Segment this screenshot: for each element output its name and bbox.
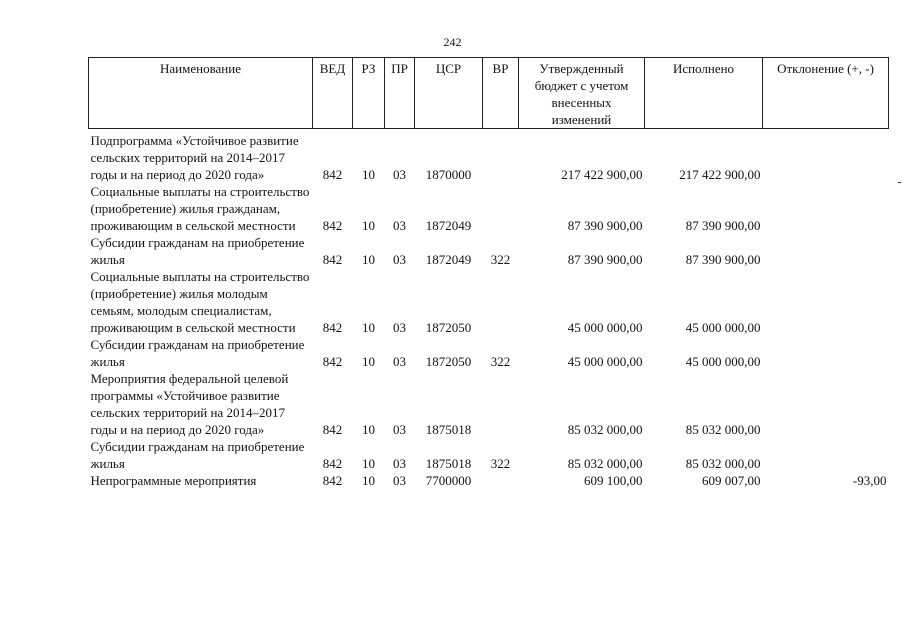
row-name: Социальные выплаты на строительство (приобретение) жилья гражданам, проживающим в сельской местности — [90, 184, 310, 233]
row-vr: 322 — [490, 456, 511, 471]
row-executed: 85 032 000,00 — [685, 422, 761, 437]
row-name: Субсидии гражданам на приобретение жилья — [90, 235, 305, 267]
row-rz: 10 — [362, 354, 375, 369]
row-vr — [483, 370, 519, 438]
row-rz: 10 — [362, 422, 375, 437]
row-rz: 10 — [362, 456, 375, 471]
row-ved: 842 — [322, 320, 343, 335]
row-approved: 45 000 000,00 — [567, 354, 643, 369]
row-deviation — [763, 438, 889, 472]
header-approved: Утвержденный бюджет с учетом внесенных изменений — [519, 58, 645, 129]
table-row — [89, 234, 889, 268]
row-csr: 1872049 — [425, 218, 472, 233]
row-csr: 7700000 — [425, 473, 472, 488]
row-vr — [483, 129, 519, 184]
row-ved: 842 — [322, 354, 343, 369]
row-ved: 842 — [322, 167, 343, 182]
table-row — [89, 370, 889, 438]
row-pr: 03 — [393, 218, 406, 233]
row-csr: 1872049 — [425, 252, 472, 267]
row-csr: 1872050 — [425, 320, 472, 335]
row-executed: 45 000 000,00 — [685, 354, 761, 369]
row-name: Непрограммные мероприятия — [90, 473, 257, 488]
row-ved: 842 — [322, 252, 343, 267]
row-executed: 45 000 000,00 — [685, 320, 761, 335]
row-deviation — [763, 268, 889, 336]
row-executed: 87 390 900,00 — [685, 218, 761, 233]
header-csr: ЦСР — [415, 58, 483, 129]
row-approved: 609 100,00 — [584, 473, 643, 488]
row-name: Субсидии гражданам на приобретение жилья — [90, 337, 305, 369]
row-name: Подпрограмма «Устойчивое развитие сельских территорий на 2014–2017 годы и на период до 2020 года» — [90, 133, 299, 182]
row-rz: 10 — [362, 473, 375, 488]
table-header-row — [89, 58, 889, 129]
row-approved: 87 390 900,00 — [567, 218, 643, 233]
table-row — [89, 336, 889, 370]
row-deviation — [763, 370, 889, 438]
header-pr: ПР — [385, 58, 415, 129]
row-deviation — [763, 336, 889, 370]
row-deviation: -93,00 — [852, 473, 887, 488]
row-ved: 842 — [322, 473, 343, 488]
row-executed: 85 032 000,00 — [685, 456, 761, 471]
row-rz: 10 — [362, 218, 375, 233]
page-number: 242 — [443, 35, 462, 49]
row-pr: 03 — [393, 320, 406, 335]
row-pr: 03 — [393, 354, 406, 369]
row-pr: 03 — [393, 252, 406, 267]
row-rz: 10 — [362, 252, 375, 267]
row-name: Социальные выплаты на строительство (приобретение) жилья молодым семьям, молодым специалистам, проживающим в сельской местности — [90, 269, 310, 335]
row-vr: 322 — [490, 252, 511, 267]
row-pr: 03 — [393, 473, 406, 488]
row-executed: 609 007,00 — [702, 473, 761, 488]
row-pr: 03 — [393, 422, 406, 437]
row-ved: 842 — [322, 456, 343, 471]
header-rz: РЗ — [353, 58, 385, 129]
header-executed: Исполнено — [645, 58, 763, 129]
row-rz: 10 — [362, 167, 375, 182]
row-rz: 10 — [362, 320, 375, 335]
row-approved: 85 032 000,00 — [567, 456, 643, 471]
table-row — [89, 472, 889, 489]
row-name: Субсидии гражданам на приобретение жилья — [90, 439, 305, 471]
header-name: Наименование — [89, 58, 313, 129]
table-row — [89, 129, 889, 184]
row-deviation — [763, 129, 889, 184]
budget-execution-table — [88, 57, 889, 489]
row-csr: 1875018 — [425, 456, 472, 471]
row-ved: 842 — [322, 422, 343, 437]
row-executed: 217 422 900,00 — [679, 167, 761, 182]
row-deviation — [763, 183, 889, 234]
row-vr: 322 — [490, 354, 511, 369]
row-csr: 1870000 — [425, 167, 472, 182]
row-deviation — [763, 234, 889, 268]
header-deviation: Отклонение (+, -) — [763, 58, 889, 129]
row-executed: 87 390 900,00 — [685, 252, 761, 267]
table-row — [89, 438, 889, 472]
scan-edge-mark — [898, 182, 901, 183]
row-csr: 1875018 — [425, 422, 472, 437]
table-row — [89, 268, 889, 336]
row-approved: 85 032 000,00 — [567, 422, 643, 437]
row-approved: 87 390 900,00 — [567, 252, 643, 267]
row-vr — [483, 183, 519, 234]
row-vr — [483, 472, 519, 489]
header-ved: ВЕД — [313, 58, 353, 129]
row-approved: 217 422 900,00 — [561, 167, 643, 182]
row-pr: 03 — [393, 456, 406, 471]
row-approved: 45 000 000,00 — [567, 320, 643, 335]
row-pr: 03 — [393, 167, 406, 182]
row-vr — [483, 268, 519, 336]
row-csr: 1872050 — [425, 354, 472, 369]
table-row — [89, 183, 889, 234]
header-vr: ВР — [483, 58, 519, 129]
row-name: Мероприятия федеральной целевой программы «Устойчивое развитие сельских территорий на 2014–2017 годы и на период до 2020 года» — [90, 371, 289, 437]
row-ved: 842 — [322, 218, 343, 233]
